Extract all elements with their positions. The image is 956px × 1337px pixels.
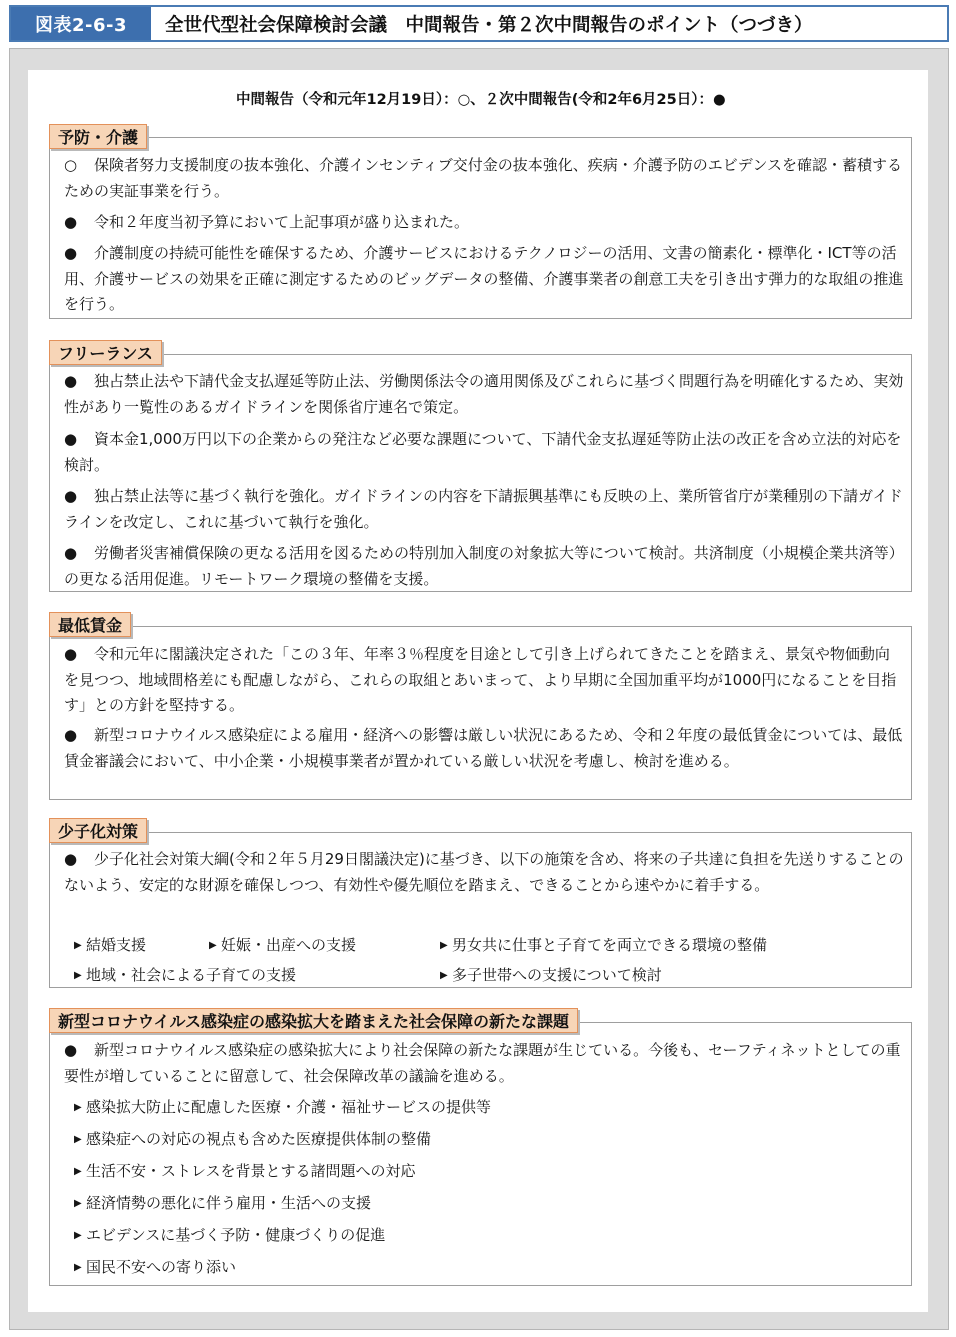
section-title-covid: 新型コロナウイルス感染症の感染拡大を踏まえた社会保障の新たな課題 <box>49 1008 578 1033</box>
list-item <box>64 847 904 898</box>
sub-item <box>74 1223 385 1248</box>
right-triangle-icon: ▶ <box>74 1134 82 1145</box>
right-triangle-icon: ▶ <box>74 1166 82 1177</box>
list-item <box>64 1038 904 1089</box>
sub-item <box>74 933 146 958</box>
sub-item <box>74 1095 491 1120</box>
bullet-mark: ● <box>64 213 78 231</box>
sub-item <box>74 963 296 988</box>
list-item <box>64 369 904 420</box>
sub-item <box>440 933 767 958</box>
right-triangle-icon: ▶ <box>74 1262 82 1273</box>
item-text: 令和元年に閣議決定された「この３年、年率３％程度を目途として引き上げられてきたことを踏まえ、景気や物価動向を見つつ、地域間格差にも配慮しながら、これらの取組とあいまって、より早期に全国加重平均が1000円になることを目指す」との方針を堅持する。 <box>64 645 897 714</box>
bullet-mark: ● <box>64 487 78 505</box>
bullet-mark: ● <box>64 645 78 663</box>
item-text: 保険者努力支援制度の抜本強化、介護インセンティブ交付金の抜本強化、疾病・介護予防のエビデンスを確認・蓄積するための実証事業を行う。 <box>64 156 903 200</box>
right-triangle-icon: ▶ <box>74 970 82 981</box>
section-title-freelance: フリーランス <box>49 340 162 365</box>
bullet-mark: ● <box>64 430 78 448</box>
item-text: 新型コロナウイルス感染症の感染拡大により社会保障の新たな課題が生じている。今後も、セーフティネットとしての重要性が増していることに留意して、社会保障改革の議論を進める。 <box>64 1041 901 1085</box>
section-title-prevention-care: 予防・介護 <box>49 124 147 149</box>
sub-item-text: 経済情勢の悪化に伴う雇用・生活への支援 <box>86 1194 372 1212</box>
item-text: 令和２年度当初予算において上記事項が盛り込まれた。 <box>94 213 470 231</box>
sub-item <box>209 933 356 958</box>
list-item <box>64 484 904 535</box>
right-triangle-icon: ▶ <box>440 940 448 951</box>
sub-item <box>74 1127 431 1152</box>
right-triangle-icon: ▶ <box>440 970 448 981</box>
list-item <box>64 210 904 236</box>
sub-item-text: 感染拡大防止に配慮した医療・介護・福祉サービスの提供等 <box>86 1098 492 1116</box>
sub-item-text: エビデンスに基づく予防・健康づくりの促進 <box>86 1226 386 1244</box>
figure-label: 図表2-6-3 <box>11 7 151 40</box>
list-item <box>64 241 904 318</box>
sub-item-text: 結婚支援 <box>86 936 147 954</box>
right-triangle-icon: ▶ <box>209 940 217 951</box>
right-triangle-icon: ▶ <box>74 1198 82 1209</box>
figure-title: 全世代型社会保障検討会議 中間報告・第２次中間報告のポイント（つづき） <box>165 14 813 36</box>
sub-item-text: 感染症への対応の視点も含めた医療提供体制の整備 <box>86 1130 432 1148</box>
item-text: 少子化社会対策大綱(令和２年５月29日閣議決定)に基づき、以下の施策を含め、将来の子共達に負担を先送りすることのないよう、安定的な財源を確保しつつ、有効性や優先順位を踏まえ、できることから速やかに着手する。 <box>64 850 904 894</box>
sub-item-text: 多子世帯への支援について検討 <box>452 966 662 984</box>
list-item <box>64 723 904 774</box>
bullet-mark: ● <box>64 1041 78 1059</box>
item-text: 独占禁止法等に基づく執行を強化。ガイドラインの内容を下請振興基準にも反映の上、業所管省庁が業種別の下請ガイドラインを改定し、これに基づいて執行を強化。 <box>64 487 903 531</box>
right-triangle-icon: ▶ <box>74 1102 82 1113</box>
bullet-mark: ● <box>64 544 78 562</box>
item-text: 労働者災害補償保険の更なる活用を図るための特別加入制度の対象拡大等について検討。共済制度（小規模企業共済等）の更なる活用促進。リモートワーク環境の整備を支援。 <box>64 544 904 588</box>
circle-mark: ○ <box>64 156 78 174</box>
item-text: 介護制度の持続可能性を確保するため、介護サービスにおけるテクノロジーの活用、文書の簡素化・標準化・ICT等の活用、介護サービスの効果を正確に測定するためのビッグデータの整備、介護事業者の創意工夫を引き出す弾力的な取組の推進を行う。 <box>64 244 904 313</box>
bullet-mark: ● <box>64 244 78 262</box>
sub-item-text: 地域・社会による子育ての支援 <box>86 966 297 984</box>
right-triangle-icon: ▶ <box>74 1230 82 1241</box>
list-item <box>64 427 904 478</box>
section-title-birthrate: 少子化対策 <box>49 818 147 843</box>
sub-item <box>74 1159 416 1184</box>
sub-item <box>440 963 662 988</box>
bullet-mark: ● <box>64 850 78 868</box>
section-title-minimum-wage: 最低賃金 <box>49 612 131 637</box>
sub-item <box>74 1255 236 1280</box>
bullet-mark: ● <box>64 372 78 390</box>
legend-line: 中間報告（令和元年12月19日）：○、２次中間報告(令和2年6月25日）：● <box>236 92 726 108</box>
list-item <box>64 642 904 719</box>
bullet-mark: ● <box>64 726 78 744</box>
item-text: 資本金1,000万円以下の企業からの発注など必要な課題について、下請代金支払遅延等防止法の改正を含め立法的対応を検討。 <box>64 430 902 474</box>
item-text: 新型コロナウイルス感染症による雇用・経済への影響は厳しい状況にあるため、令和２年度の最低賃金については、最低賃金審議会において、中小企業・小規模事業者が置かれている厳しい状況を考慮し、検討を進める。 <box>64 726 903 770</box>
sub-item-text: 国民不安への寄り添い <box>86 1258 237 1276</box>
sub-item-text: 生活不安・ストレスを背景とする諸問題への対応 <box>86 1162 416 1180</box>
list-item <box>64 541 904 592</box>
sub-item <box>74 1191 371 1216</box>
list-item <box>64 153 904 204</box>
figure-header <box>9 5 949 42</box>
sub-item-text: 妊娠・出産への支援 <box>221 936 357 954</box>
sub-item-text: 男女共に仕事と子育てを両立できる環境の整備 <box>452 936 768 954</box>
right-triangle-icon: ▶ <box>74 940 82 951</box>
item-text: 独占禁止法や下請代金支払遅延等防止法、労働関係法令の適用関係及びこれらに基づく問題行為を明確化するため、実効性があり一覧性のあるガイドラインを関係省庁連名で策定。 <box>64 372 904 416</box>
